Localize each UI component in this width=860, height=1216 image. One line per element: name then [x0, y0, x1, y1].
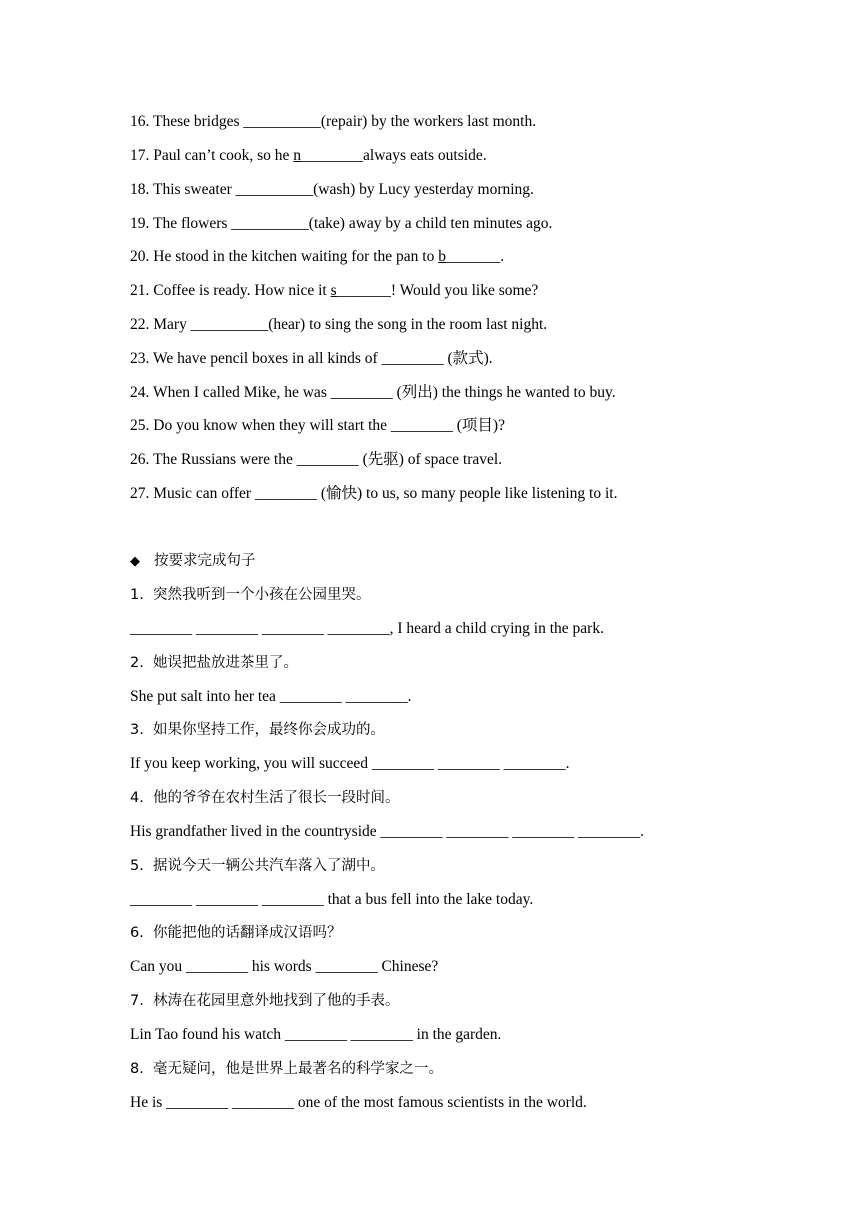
question-text: 24. When I called Mike, he was ________ (列出) the things he wanted to buy.: [130, 384, 616, 401]
question-text: 16. These bridges __________(repair) by the workers last month.: [130, 113, 537, 130]
translation-2-english: She put salt into her tea ________ ________.: [130, 688, 412, 705]
question-23: [130, 349, 493, 369]
translation-8-chinese: 8. 毫无疑问，他是世界上最著名的科学家之一。: [130, 1061, 444, 1077]
question-24: [130, 383, 616, 403]
translation-5-english: ________ ________ ________ that a bus fell into the lake today.: [130, 891, 534, 908]
translation-3-english: If you keep working, you will succeed ________ ________ ________.: [130, 755, 570, 772]
section-title: 按要求完成句子: [154, 553, 256, 569]
question-text: 21. Coffee is ready. How nice it: [130, 282, 331, 299]
question-27: [130, 484, 617, 504]
translation-6-chinese: 6. 你能把他的话翻译成汉语吗？: [130, 925, 342, 941]
question-21: [130, 281, 538, 301]
translation-4-chinese: 4. 他的爷爷在农村生活了很长一段时间。: [130, 790, 400, 806]
section-heading: [130, 551, 256, 572]
question-17: [130, 146, 487, 166]
question-text: 18. This sweater __________(wash) by Lucy yesterday morning.: [130, 181, 534, 198]
question-18: [130, 180, 534, 200]
question-22: [130, 315, 547, 335]
initial-letter-hint: b: [438, 248, 446, 265]
translation-2-chinese: 2. 她误把盐放进茶里了。: [130, 655, 299, 671]
translation-3-chinese: 3. 如果你坚持工作，最终你会成功的。: [130, 722, 386, 738]
question-20: [130, 247, 504, 267]
question-text: 25. Do you know when they will start the ________ (项目)?: [130, 417, 505, 434]
initial-letter-hint: s: [330, 282, 337, 299]
initial-letter-hint: n: [293, 147, 302, 164]
question-text: 17. Paul can’t cook, so he: [130, 147, 294, 164]
question-16: [130, 112, 536, 132]
translation-7-english: Lin Tao found his watch ________ ________ in the garden.: [130, 1026, 502, 1043]
question-text: 26. The Russians were the ________ (先驱) of space travel.: [130, 451, 503, 468]
question-text: 20. He stood in the kitchen waiting for the pan to: [130, 248, 439, 265]
translation-4-english: His grandfather lived in the countryside ________ ________ ________ ________.: [130, 823, 645, 840]
question-text-end: _______! Would you like some?: [336, 282, 539, 299]
question-text-end: ________always eats outside.: [301, 147, 487, 164]
translation-6-english: Can you ________ his words ________ Chinese?: [130, 958, 439, 975]
translation-7-chinese: 7. 林涛在花园里意外地找到了他的手表。: [130, 993, 400, 1009]
question-25: [130, 416, 505, 436]
question-text-end: _______.: [445, 248, 505, 265]
translation-1-chinese: 1. 突然我听到一个小孩在公园里哭。: [130, 587, 371, 603]
question-text: 22. Mary __________(hear) to sing the song in the room last night.: [130, 316, 548, 333]
translation-1-english: ________ ________ ________ ________, I heard a child crying in the park.: [130, 620, 604, 637]
question-text: 19. The flowers __________(take) away by a child ten minutes ago.: [130, 215, 553, 232]
question-26: [130, 450, 502, 470]
translation-5-chinese: 5. 据说今天一辆公共汽车落入了湖中。: [130, 858, 386, 874]
question-19: [130, 214, 552, 234]
translation-8-english: He is ________ ________ one of the most famous scientists in the world.: [130, 1094, 587, 1111]
diamond-bullet-icon: ◆: [130, 554, 140, 569]
question-text: 27. Music can offer ________ (愉快) to us, so many people like listening to it.: [130, 485, 618, 502]
question-text: 23. We have pencil boxes in all kinds of ________ (款式).: [130, 350, 493, 367]
